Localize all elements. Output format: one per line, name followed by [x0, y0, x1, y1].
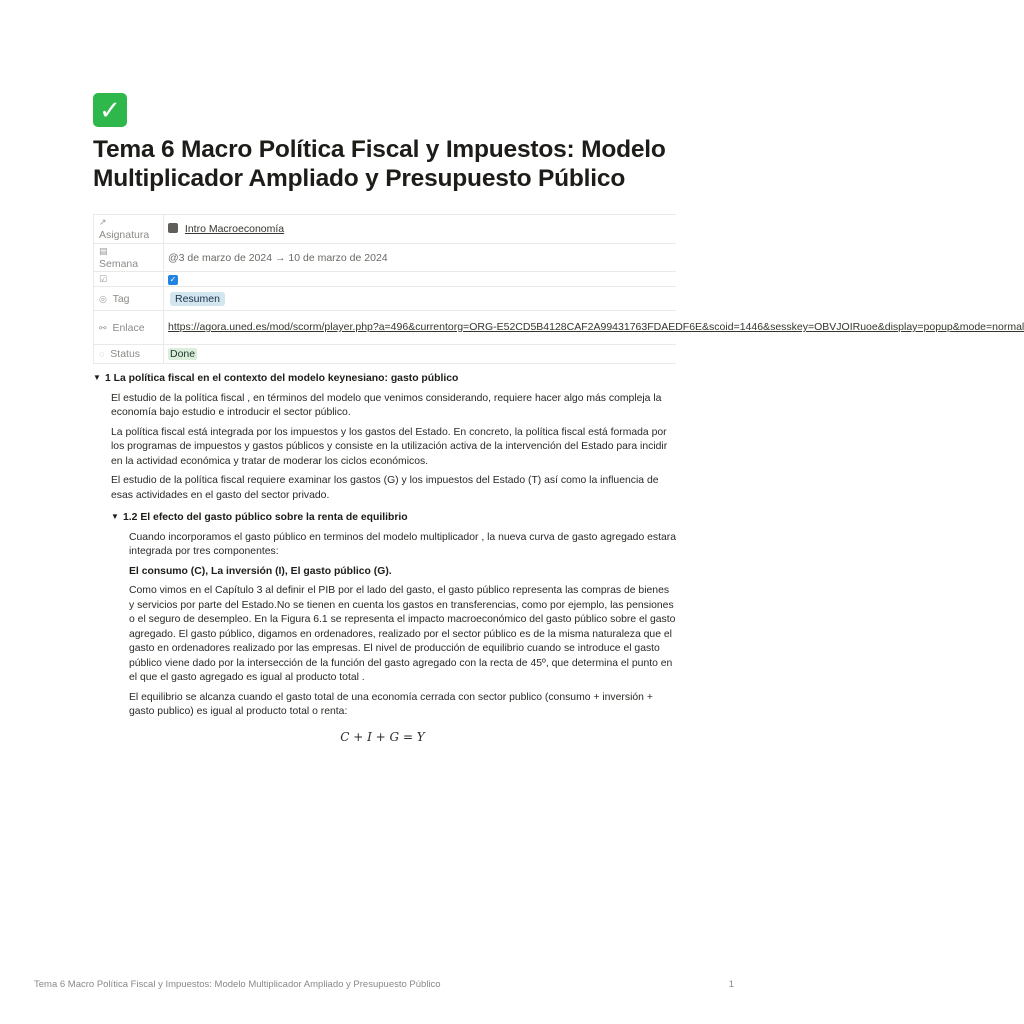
checkbox-icon: ☑: [99, 274, 108, 284]
tag-icon: ◎: [99, 293, 107, 304]
link-icon: ⚯: [99, 322, 107, 333]
property-value-semana[interactable]: @3 de marzo de 2024 → 10 de marzo de 2024: [164, 244, 677, 272]
toggle-body-1-2: [111, 531, 676, 745]
calendar-icon: ▤: [99, 245, 108, 256]
status-icon: ◌: [99, 349, 105, 359]
property-value-status[interactable]: [164, 345, 677, 364]
subject-link[interactable]: Intro Macroeconomía: [184, 223, 285, 235]
equation: C + I + G = Y: [340, 729, 425, 744]
property-label-enlace: Enlace: [112, 321, 145, 334]
paragraph: El estudio de la política fiscal , en términos del modelo que venimos considerando, requiere hacer algo más compleja la economía bajo estudio e introducir el sector público.: [111, 392, 662, 418]
paragraph: Cuando incorporamos el gasto público en terminos del modelo multiplicador , la nueva curva de gasto agregado estara integrada por tres componentes:: [129, 531, 676, 557]
toggle-triangle-icon[interactable]: ▼: [111, 512, 119, 521]
toggle-heading-1-2[interactable]: [111, 510, 676, 526]
footer-title: Tema 6 Macro Política Fiscal y Impuestos: Modelo Multiplicador Ampliado y Presupuesto Público: [34, 979, 441, 990]
paragraph: Como vimos en el Capítulo 3 al definir el PIB por el lado del gasto, el gasto público representa las compras de bienes y servicios por parte del Estado.No se tienen en cuenta los gastos en transferencias, como por ejemplo, las pensiones o el seguro de desempleo. En la Figura 6.1 se representa el impacto macroeconómico del gasto público sobre el gasto agregado. El gasto público, digamos en ordenadores, realizado por el sector público es de la misma naturaleza que el gasto en ordenadores realizado por las empresas. El nivel de producción de equilibrio cuando se introduce el gasto público viene dado por la intersección de la función del gasto agregado con la recta de 45º, que determina el punto en el que el gasto agregado es igual al producto total .: [129, 585, 676, 683]
page-icon: [168, 223, 178, 233]
bold-paragraph: El consumo (C), La inversión (I), El gasto público (G).: [129, 565, 392, 577]
page-content: [93, 93, 1024, 744]
property-value-enlace[interactable]: [164, 311, 1024, 345]
properties-table: [93, 214, 1024, 364]
tag-badge[interactable]: Resumen: [170, 292, 225, 306]
toggle-heading-1[interactable]: [93, 371, 676, 387]
toggle-body-1: [93, 392, 676, 745]
property-key-status: [94, 345, 164, 364]
property-label-status: Status: [110, 348, 141, 360]
property-value-checkbox[interactable]: [164, 272, 677, 287]
status-badge[interactable]: Done: [170, 348, 196, 360]
check-mark-button-icon: [93, 93, 127, 127]
toggle-triangle-icon[interactable]: ▼: [93, 373, 101, 382]
property-label-semana: Semana: [99, 257, 139, 270]
property-key-tag: [94, 287, 164, 311]
property-row-status: [94, 345, 677, 364]
check-glyph: ✓: [99, 95, 121, 125]
property-row-enlace: [94, 311, 677, 345]
enlace-url-link[interactable]: https://agora.uned.es/mod/scorm/player.php?a=496&currentorg=ORG-E52CD5B4128CAF2A99431763FDAEDF6E&scoid=1446&sesskey=OBVJOIRuoe&display=popup&mode=normal: [168, 321, 1024, 333]
property-row-tag: [94, 287, 677, 311]
heading-1-text: 1 La política fiscal en el contexto del modelo keynesiano: gasto público: [105, 373, 459, 384]
property-key-semana: [94, 244, 164, 272]
toggle-section-1: [93, 371, 676, 744]
paragraph: La política fiscal está integrada por los impuestos y los gastos del Estado. En concreto, la política fiscal está formada por los programas de impuestos y gastos públicos y consiste en la utilización activa de la intervención del Estado para incidir en la actividad económica y tratar de moderar los ciclos económicos.: [111, 426, 668, 467]
arrow-up-right-icon: ↗: [99, 217, 107, 227]
property-row-semana: [94, 244, 677, 272]
property-value-asignatura[interactable]: [164, 215, 677, 244]
property-key-asignatura: [94, 215, 164, 244]
property-label-asignatura: Asignatura: [99, 229, 150, 241]
paragraph: El equilibrio se alcanza cuando el gasto total de una economía cerrada con sector publico (consumo + inversión + gasto publico) es igual al producto total o renta:: [129, 691, 653, 717]
property-label-tag: Tag: [112, 292, 130, 305]
page-number: 1: [728, 979, 734, 990]
checked-checkbox[interactable]: ✓: [169, 275, 177, 284]
heading-1-2-text: 1.2 El efecto del gasto público sobre la renta de equilibrio: [123, 512, 408, 523]
page-title: Tema 6 Macro Política Fiscal y Impuestos: Modelo Multiplicador Ampliado y Presupuesto Público: [93, 136, 666, 192]
property-value-tag[interactable]: [164, 287, 677, 311]
property-row-asignatura: [94, 215, 677, 244]
property-row-checkbox: [94, 272, 677, 287]
paragraph: El estudio de la política fiscal requiere examinar los gastos (G) y los impuestos del Estado (T) así como la influencia de esas actividades en el gasto del sector privado.: [111, 475, 659, 501]
property-key-enlace: [94, 311, 164, 345]
property-key-checkbox: [94, 272, 164, 287]
